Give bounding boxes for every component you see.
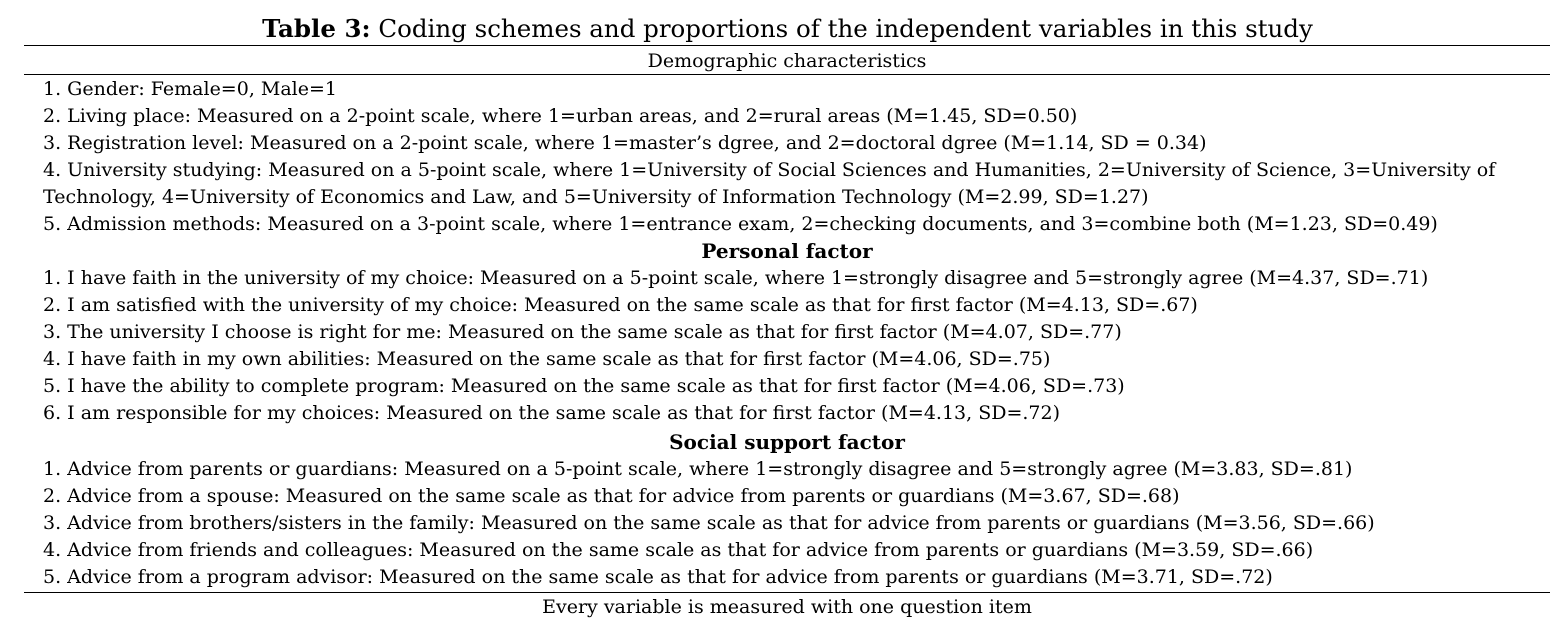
social-line: 1. Advice from parents or guardians: Measured on a 5-point scale, where 1=strongly disagree and 5=strongly agree (M=3.83, SD=.81) <box>43 458 1353 480</box>
social-line: 4. Advice from friends and colleagues: Measured on the same scale as that for advice from parents or guardians (M=3.59, SD=.66) <box>43 539 1314 561</box>
social-line: 5. Advice from a program advisor: Measured on the same scale as that for advice from parents or guardians (M=3.71, SD=.72) <box>43 566 1273 588</box>
social-support-heading: Social support factor <box>669 430 905 454</box>
social-line: 3. Advice from brothers/sisters in the family: Measured on the same scale as that for advice from parents or guardians (M=3.56, SD=.66) <box>43 512 1375 534</box>
demographic-line: 4. University studying: Measured on a 5-point scale, where 1=University of Social Sciences and Humanities, 2=University of Science, 3=University of <box>43 159 1496 181</box>
demographic-line: 1. Gender: Female=0, Male=1 <box>43 78 338 100</box>
table-title: Coding schemes and proportions of the independent variables in this study <box>378 14 1313 43</box>
social-line: 2. Advice from a spouse: Measured on the same scale as that for advice from parents or guardians (M=3.67, SD=.68) <box>43 485 1180 507</box>
top-rule <box>24 45 1550 46</box>
personal-line: 2. I am satisfied with the university of my choice: Measured on the same scale as that for first factor (M=4.13, SD=.67) <box>43 294 1198 316</box>
subheader-rule <box>24 74 1550 75</box>
table-caption <box>0 14 1565 44</box>
table-label: Table 3: <box>262 14 371 43</box>
personal-line: 3. The university I choose is right for me: Measured on the same scale as that for first factor (M=4.07, SD=.77) <box>43 321 1122 343</box>
demographic-line: 3. Registration level: Measured on a 2-point scale, where 1=master’s dgree, and 2=doctoral dgree (M=1.14, SD = 0.34) <box>43 132 1207 154</box>
personal-line: 4. I have faith in my own abilities: Measured on the same scale as that for first factor (M=4.06, SD=.75) <box>43 348 1051 370</box>
demographic-line: 5. Admission methods: Measured on a 3-point scale, where 1=entrance exam, 2=checking documents, and 3=combine both (M=1.23, SD=0.49) <box>43 213 1438 235</box>
personal-line: 1. I have faith in the university of my choice: Measured on a 5-point scale, where 1=strongly disagree and 5=strongly agree (M=4.37, SD=.71) <box>43 267 1429 289</box>
table-footnote: Every variable is measured with one question item <box>542 596 1032 618</box>
personal-factor-heading: Personal factor <box>701 239 873 263</box>
demographic-line-continued: Technology, 4=University of Economics and Law, and 5=University of Information Technology (M=2.99, SD=1.27) <box>43 186 1149 208</box>
subheader: Demographic characteristics <box>647 50 927 72</box>
bottom-rule <box>24 592 1550 593</box>
personal-line: 5. I have the ability to complete program: Measured on the same scale as that for first factor (M=4.06, SD=.73) <box>43 375 1125 397</box>
demographic-line: 2. Living place: Measured on a 2-point scale, where 1=urban areas, and 2=rural areas (M=1.45, SD=0.50) <box>43 105 1078 127</box>
personal-line: 6. I am responsible for my choices: Measured on the same scale as that for first factor (M=4.13, SD=.72) <box>43 402 1061 424</box>
